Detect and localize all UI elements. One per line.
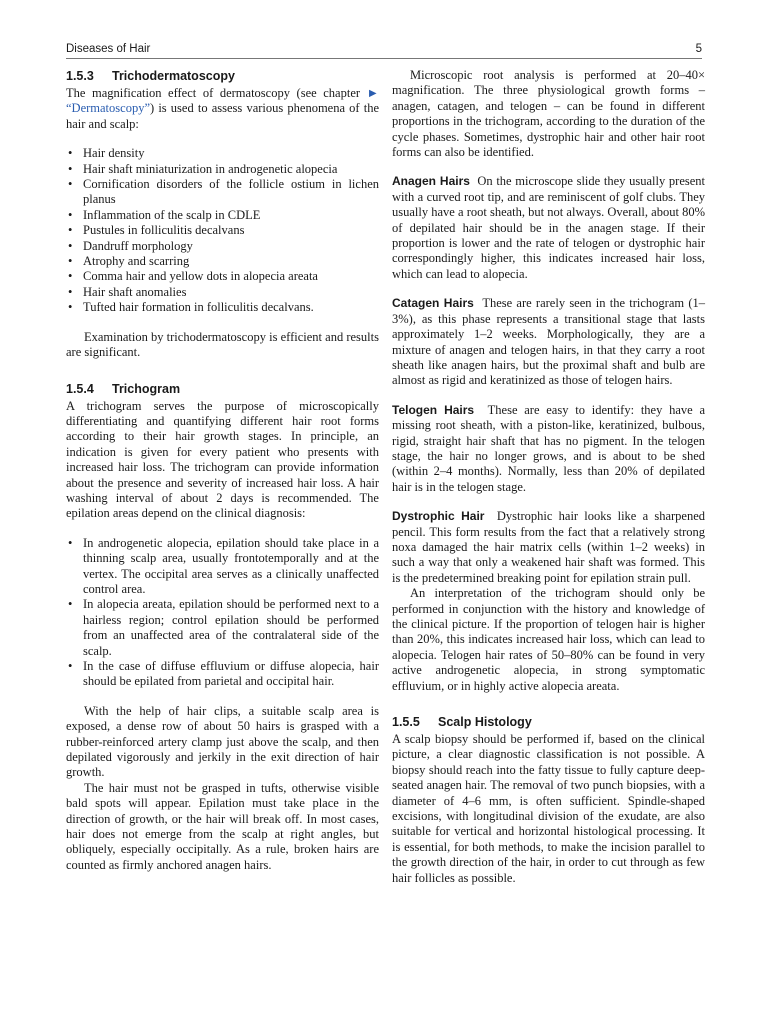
section-number: 1.5.3 xyxy=(66,69,94,83)
run-in-heading: Catagen Hairs xyxy=(392,296,474,311)
text-run: Dystrophic hair looks like a sharpened pencil. This form results from the fact that a relatively strong noxa damaged the hair matrix cells (within 1–2 weeks) in such a way that only a weakened hair shaft was formed. This is the predetermined breaking point for epilation strain pull. xyxy=(392,509,705,585)
list-item: • Hair density xyxy=(66,146,379,161)
paragraph-dystrophic xyxy=(392,509,705,586)
running-head xyxy=(66,38,702,59)
left-column xyxy=(66,68,379,873)
paragraph-interpretation: An interpretation of the trichogram should only be performed in conjunction with the history and knowledge of the clinical picture. If the proportion of telogen hair is higher than 20%, this indicates increased hair loss, which can lead to alopecia. Telogen hair rates of 50–80% can be found in very active androgenetic alopecia, in strong symptomatic effluvium, or in highly active alopecia areata. xyxy=(392,586,705,693)
running-head-title: Diseases of Hair xyxy=(66,43,151,55)
paragraph-telogen xyxy=(392,403,705,495)
text-run: These are easy to identify: they have a missing root sheath, with a piston-like, keratinized, bulbous, rigid, straight hair shaft that has no pigment. In the telogen stage, the hair no longer grows, and is about to be shed (within 2–4 months). Normally, less than 20% of depilated hair is in the telogen stage. xyxy=(392,402,706,494)
section-heading-1-5-5 xyxy=(392,714,705,730)
right-column xyxy=(392,68,705,886)
list-item: • In alopecia areata, epilation should be performed next to a hairless region; control epilation should be performed from an unaffected area of the contralateral side of the scalp. xyxy=(66,597,379,659)
section-title: Trichodermatoscopy xyxy=(112,69,235,83)
section-title: Scalp Histology xyxy=(438,715,532,730)
section-number: 1.5.4 xyxy=(66,381,94,396)
text-run: The magnification effect of dermatoscopy (see chapter xyxy=(66,86,367,100)
list-item: • Hair shaft miniaturization in androgenetic alopecia xyxy=(66,162,379,177)
phenomena-list xyxy=(66,146,379,315)
text-run: ) is used to assess various phenomena of the hair and scalp: xyxy=(66,101,379,131)
section-number: 1.5.5 xyxy=(392,715,420,730)
paragraph-intro xyxy=(66,86,379,132)
paragraph-scalp-histology: A scalp biopsy should be performed if, based on the clinical picture, a clear diagnostic classification is not possible. A biopsy should reach into the fatty tissue to fully capture deep-seated anagen hair. The removal of two punch biopsies, with a diameter of 4–6 mm, is often sufficient. Spindle-shaped excisions, with longitudinal division of the exudate, are also suitable for vertical and horizontal histological processing. It is essential, for both methods, to make the incision parallel to the growth direction of the hair, in order to cut through as few hair follicles as possible. xyxy=(392,732,705,885)
section-title: Trichogram xyxy=(112,381,181,396)
run-in-heading: Anagen Hairs xyxy=(392,174,470,189)
text-run: These are rarely seen in the trichogram (1–3%), as this phase represents a transitional stage that lasts approximately 1–2 weeks. Morphologically, they are a mixture of anagen and telogen hairs, in that they carry a root sheath like anagen hairs, but the proximal shaft and bulb are almost as rigid and keratinized as those of telogen hairs. xyxy=(392,296,706,388)
list-item: • In androgenetic alopecia, epilation should take place in a thinning scalp area, usually frontotemporally and at the vertex. The occipital area serves as a clinically unaffected control area. xyxy=(66,536,379,598)
run-in-heading: Telogen Hairs xyxy=(392,402,475,417)
paragraph-anagen xyxy=(392,174,705,282)
list-item: • Comma hair and yellow dots in alopecia areata xyxy=(66,269,379,284)
list-item: • Atrophy and scarring xyxy=(66,254,379,269)
paragraph-catagen xyxy=(392,296,705,388)
paragraph-conclusion: Examination by trichodermatoscopy is efficient and results are significant. xyxy=(66,329,379,360)
paragraph-clamp: With the help of hair clips, a suitable scalp area is exposed, a dense row of about 50 hairs is grasped with a rubber-reinforced artery clamp just above the scalp, and then depilated vigorously and jerkily in the exit direction of hair growth. xyxy=(66,703,379,780)
list-item: • Cornification disorders of the follicle ostium in lichen planus xyxy=(66,177,379,208)
list-item: • In the case of diffuse effluvium or diffuse alopecia, hair should be epilated from parietal and occipital hair. xyxy=(66,659,379,690)
text-run: On the microscope slide they usually present with a curved root tip, and are reminiscent of golf clubs. They usually have a root sheath, but not always. Overall, about 80% of depilated hair should be in the anagen stage. If their proportion is lower and the rate of telogen or dystrophic hair correspondingly higher, this indicates increased hair loss, which can lead to alopecia. xyxy=(392,174,706,281)
list-item: • Dandruff morphology xyxy=(66,239,379,254)
page-number: 5 xyxy=(695,43,702,55)
paragraph-root-analysis: Microscopic root analysis is performed at 20–40× magnification. The three physiological growth forms – anagen, catagen, and telogen – can be found in different proportions in the trichogram, according to the duration of the cycle phases. Sometimes, dystrophic hair and other hair root forms can also be identified. xyxy=(392,68,705,160)
paragraph-tufts: The hair must not be grasped in tufts, otherwise visible bald spots will appear. Epilation must take place in the direction of growth, or the hair will break off. In most cases, hair does not emerge from the scalp at right angles, but obliquely, especially occipitally. As a rule, broken hairs are counted as firmly anchored anagen hairs. xyxy=(66,780,379,872)
dermatoscopy-link[interactable]: ► “Dermatoscopy” xyxy=(66,86,379,116)
list-item: • Hair shaft anomalies xyxy=(66,285,379,300)
list-item: • Pustules in folliculitis decalvans xyxy=(66,223,379,238)
epilation-list xyxy=(66,536,379,690)
section-heading-1-5-4 xyxy=(66,381,379,397)
section-heading-1-5-3 xyxy=(66,68,379,84)
list-item: • Tufted hair formation in folliculitis decalvans. xyxy=(66,300,379,315)
list-item: • Inflammation of the scalp in CDLE xyxy=(66,208,379,223)
run-in-heading: Dystrophic Hair xyxy=(392,509,485,524)
paragraph-trichogram-intro: A trichogram serves the purpose of microscopically differentiating and quantifying different hair root forms according to their hair growth stages. In principle, an indication is given for every patient who presents with increased hair loss. The trichogram can provide information about the presence and severity of increased hair loss. A hair washing interval of about 2 days is recommended. The epilation areas depend on the clinical diagnosis: xyxy=(66,398,379,521)
